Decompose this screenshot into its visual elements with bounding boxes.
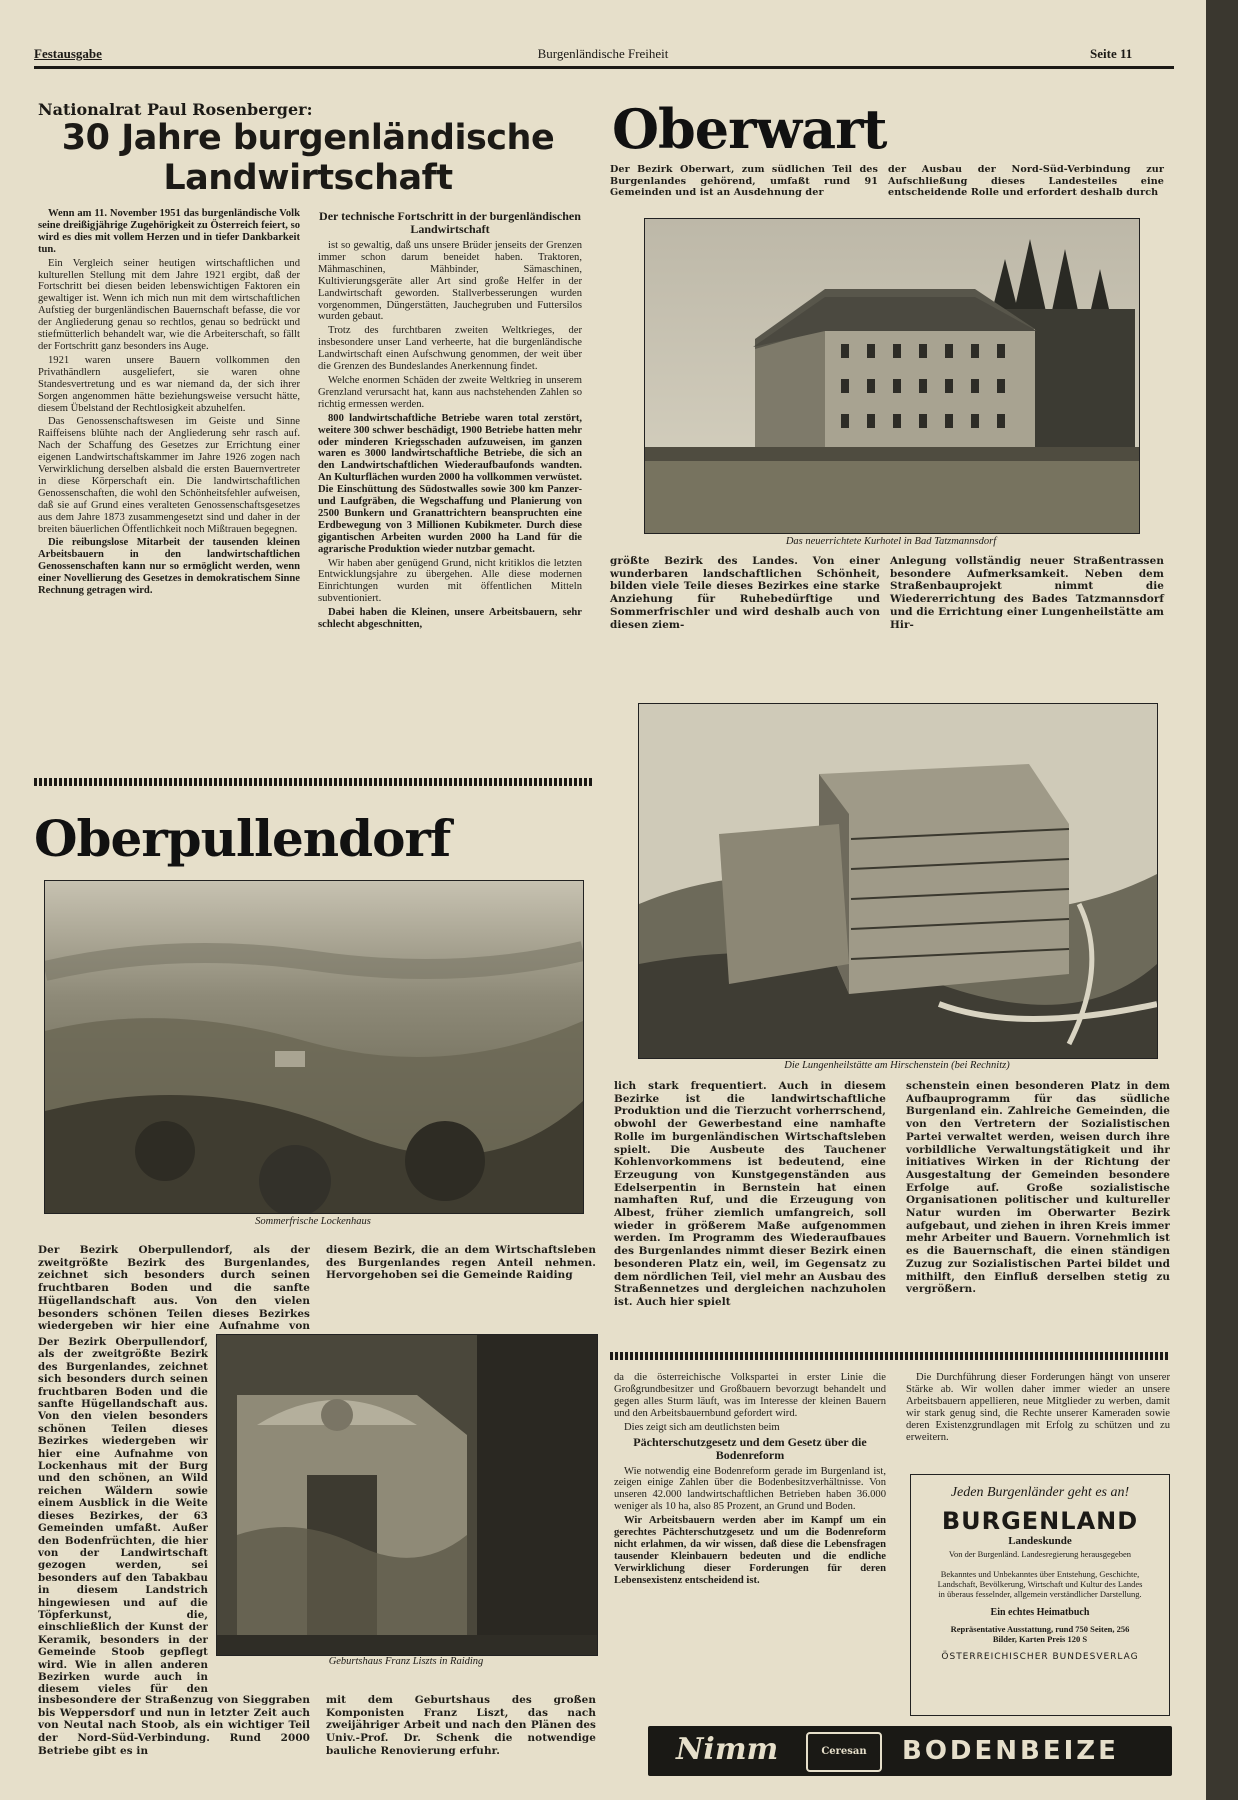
continuation-text: da die österreichische Volkspartei in erster Linie die Großgrundbesitzer und Großbauern bevorzugt behandelt und gegen alles Sturm läuft, was im Interesse der kleinen Bauern und den Arbeitsbauernbund gefordert wird. — [614, 1372, 886, 1419]
article-paragraph: Wir haben aber genügend Grund, nicht kritiklos die letzten Entwicklungsjahre zu übergehen. Alle diese modernen Einrichtungen wurden mit öffentlichen Mitteln subventioniert. — [318, 557, 582, 605]
oberpullendorf-intro — [38, 1244, 310, 1332]
photo-kurhotel — [644, 218, 1140, 534]
ad-bodenbeize-left: Nimm — [676, 1732, 779, 1767]
article-paragraph: Wenn am 11. November 1951 das burgenländische Volk seine dreißigjährige Zugehörigkeit zu Österreich feiert, so wird es dies mit vollem Herzen und in tiefer Dankbarkeit tun. — [38, 208, 300, 255]
article-title-line1: 30 Jahre burgenländische — [61, 118, 555, 158]
photo-lungenheilstaette — [638, 703, 1158, 1059]
photo-liszt-caption: Geburtshaus Franz Liszts in Raiding — [328, 1656, 484, 1667]
continuation-column-2 — [906, 1372, 1170, 1468]
article-paragraph: 1921 waren unsere Bauern vollkommen den Privathändlern ausgeliefert, sie waren ohne Standesvertretung und es war niemand da, der sich ihrer Sorgen angenommen hätte beziehungsweise versucht hätte, diesem Übelstand der Rechtlosigkeit abzuhelfen. — [38, 354, 300, 414]
article-paragraph: Trotz des furchtbaren zweiten Weltkrieges, der insbesondere unser Land verheerte, hat die burgenländische Landwirtschaft einen Aufschwung genommen, der weit über die Grenzen des Bundeslandes Anerkennung findet. — [318, 325, 582, 373]
ad-title: BURGENLAND — [941, 1507, 1139, 1535]
photo-lungenheilstaette-image — [639, 704, 1157, 1058]
ad-subtitle: Landeskunde — [1008, 1535, 1072, 1547]
page-number: Seite 11 — [1090, 46, 1133, 61]
ad-bodenbeize-right: BODENBEIZE — [902, 1736, 1119, 1766]
article-title — [38, 118, 578, 198]
article-paragraph: Die reibungslose Mitarbeit der tausenden kleinen Arbeitsbauern in den landwirtschaftlichen Genossenschaften kann nur so ermöglicht werden, wenn einer Novellierung des Gesetzes in demokratischem Sinne Rechnung getragen wird. — [38, 537, 300, 597]
photo-liszt-geburtshaus — [216, 1334, 598, 1656]
ad-tagline: Jeden Burgenländer geht es an! — [950, 1485, 1130, 1500]
ad-footer: ÖSTERREICHISCHER BUNDESVERLAG — [941, 1652, 1139, 1662]
oberwart-text-1: größte Bezirk des Landes. Von einer wunderbaren landschaftlichen Schönheit, bilden viele Teile dieses Bezirkes eine starke Anziehung für Ruhebedürftige und Sommerfrischler und wird deshalb auch von diesen ziem- — [610, 555, 880, 631]
oberwart-text-3: lich stark frequentiert. Auch in diesem Bezirke ist die landwirtschaftliche Produktion und die Tierzucht vorherrschend, obwohl der Gewerbestand eine namhafte Rolle im burgenländischen Wirtschaftsleben spielt. Die Ausbeute des Tauchener Kohlenvorkommens ist bedeutend, eine Erzeugung von Kunstgegenständen aus Edelserpentin in Bernstein hat einen namhaften Ruf, und die Erzeugung von Albest, früher ziemlich umfangreich, soll wieder in größerem Maße aufgenommen werden. Im Programm des Wiederaufbaues des Burgenlandes nimmt dieser Bezirk einen besonderen Platz ein, weil, im Gegensatz zu dem nördlichen Teil, viel mehr an Ausbau des Straßennetzes und dergleichen nachzuholen ist. Auch hier spielt — [614, 1080, 886, 1308]
section-divider — [34, 778, 594, 786]
continuation-text: Dies zeigt sich am deutlichsten beim — [624, 1421, 780, 1433]
article-column-1 — [38, 208, 300, 768]
photo-lockenhaus — [44, 880, 584, 1214]
oberpullendorf-text-narrow — [38, 1336, 208, 1696]
article-paragraph: Ein Vergleich seiner heutigen wirtschaftlichen und kulturellen Stellung mit dem Jahre 1921 ergibt, daß der Fortschritt bei diesen beiden lebenswichtigen Faktoren ein gewaltiger ist. Wenn ich mich nun mit dem wirtschaftlichen Aufstieg der burgenländischen Bauernschaft befasse, die vor der Angliederung genau so rechtlos, genau so bedrückt und stiefmütterlich behandelt war, wie die Arbeiterschaft, so fällt der Fortschritt ganz besonders ins Auge. — [38, 257, 300, 352]
article-paragraph: Das Genossenschaftswesen im Geiste und Sinne Raiffeisens blühte nach der Angliederung sehr rasch auf. Nach der Schaffung des Gesetzes zur Errichtung einer eigenen Landwirtschaftskammer im Jahre 1926 zogen nach Verwirklichung derselben alsbald die ersten Bauernvertreter in diese Körperschaft ein. Die landwirtschaftlichen Genossenschaften, die wohl den Schönheitsfehler aufweisen, daß sie auf Grund eines veralteten Genossenschaftsgesetzes aus dem Jahre 1873 zusammengesetzt sind und daher in der breiten bäuerlichen Öffentlichkeit noch Mißtrauen begegnen. — [38, 416, 300, 535]
continuation-column-1 — [614, 1372, 886, 1712]
article-paragraph: Welche enormen Schäden der zweite Weltkrieg in unserem Grenzland verursacht hat, kann aus nachstehenden Zahlen so richtig ermessen werden. — [318, 374, 582, 410]
continuation-text: Wie notwendig eine Bodenreform gerade im Burgenland ist, zeigen einige Zahlen über die Bodenbesitzverhältnisse. Von unseren 42.000 landwirtschaftlichen Betrieben haben 36.000 weniger als 10 ha, also 85 Prozent, an Grund und Boden. — [614, 1465, 886, 1513]
oberwart-title: Oberwart — [612, 97, 887, 161]
ad-edition: Repräsentative Ausstattung, rund 750 Seiten, 256 Bilder, Karten Preis 120 S — [950, 1624, 1130, 1644]
article-subheading: Der technische Fortschritt in der burgenländischen Landwirtschaft — [319, 209, 581, 236]
continuation-text: Die Durchführung dieser Forderungen hängt von unserer Stärke ab. Wir wollen daher immer wieder an unsere Arbeitsbauern appellieren, neue Mitglieder zu werben, damit wir stark genug sind, die Rechte unserer Kameraden sowie deren Existenzgrundlagen mit Erfolg zu schützen und zu erweitern. — [906, 1372, 1170, 1443]
ad-bodenbeize — [648, 1726, 1172, 1776]
oberwart-text-2: Anlegung vollständig neuer Straßentrassen besondere Aufmerksamkeit. Neben dem Straßenbauprojekt nimmt die Wiedererrichtung des Bades Tatzmannsdorf und die Errichtung einer Lungenheilstätte am Hir- — [890, 555, 1164, 631]
photo-kurhotel-caption: Das neuerrichtete Kurhotel in Bad Tatzmannsdorf — [785, 536, 997, 547]
article-kicker: Nationalrat Paul Rosenberger: — [38, 100, 313, 119]
ad-burgenland — [910, 1474, 1170, 1716]
ceresan-logo: Ceresan — [806, 1732, 882, 1772]
oberpullendorf-text-2: diesem Bezirk, die an dem Wirtschaftsleben des Burgenlandes regen Anteil nehmen. Hervorgehoben sei die Gemeinde Raiding — [326, 1244, 596, 1282]
ad-publisher: Von der Burgenländ. Landesregierung herausgegeben — [948, 1549, 1132, 1559]
oberpullendorf-text-3: insbesondere der Straßenzug von Sieggraben bis Weppersdorf und nun in letzter Zeit auch von Neutal nach Stoob, als ein wichtiger Teil der Nord-Süd-Verbindung. Rund 2000 Betriebe gibt es in — [38, 1694, 310, 1757]
article-paragraph: Dabei haben die Kleinen, unsere Arbeitsbauern, sehr schlecht abgeschnitten, — [318, 607, 582, 631]
ad-description: Bekanntes und Unbekanntes über Entstehung, Geschichte, Landschaft, Bevölkerung, Wirtschaft und Kultur des Landes in überaus fesselnder, allgemein verständlicher Darstellung. — [937, 1569, 1143, 1599]
continuation-text: Wir Arbeitsbauern werden aber im Kampf um ein gerechtes Pächterschutzgesetz und um die Bodenreform nicht erlahmen, da wir wissen, daß diese die Lebensfragen tausender Kleinbauern bedeuten und die endliche Verwirklichung dieser Forderungen für deren Lebensexistenz entscheidend ist. — [614, 1515, 886, 1586]
oberpullendorf-title: Oberpullendorf — [34, 809, 451, 868]
header-rule — [34, 66, 1174, 69]
section-divider — [610, 1352, 1170, 1360]
oberwart-intro-1: Der Bezirk Oberwart, zum südlichen Teil des Burgenlandes gehörend, umfaßt rund 91 Gemeinden und ist an Ausdehnung der — [610, 164, 878, 198]
photo-kurhotel-image — [645, 219, 1139, 533]
article-paragraph: 800 landwirtschaftliche Betriebe waren total zerstört, weitere 300 schwer beschädigt, 1900 Betriebe hatten mehr oder minderen Kriegsschaden aufzuweisen, im ganzen waren es 3000 landwirtschaftliche Betriebe, die sich an den Landwirtschaftlichen Wiederaufbaufonds wandten. An Kulturflächen wurden 2000 ha vollkommen verwüstet. Die Einschüttung des Südostwalles sowie 300 km Panzer- und Laufgräben, die Wegschaffung und Planierung von 2500 Bunkern und Granattrichtern beanspruchten eine Erdbewegung von 3 Millionen Kubikmeter. Durch diese gigantischen Arbeiten wurden 2000 ha Land für die agrarische Produktion wieder nutzbar gemacht. — [318, 412, 582, 555]
article-paragraph: ist so gewaltig, daß uns unsere Brüder jenseits der Grenzen immer schon darum beneidet haben. Traktoren, Mähmaschinen, Mähbinder, Sämaschinen, Kultivierungsgeräte aller Art sind große Helfer in der Landwirtschaft geworden. Stallverbesserungen wurden vorgenommen, Düngerstätten, Jauchegruben und Futtersilos wurden gebaut. — [318, 240, 582, 323]
oberpullendorf-narrow-text: Der Bezirk Oberpullendorf, als der zweitgrößte Bezirk des Burgenlandes, zeichnet sich besonders durch seinen fruchtbaren Boden und die sanfte Hügellandschaft aus. Von den vielen besonders schönen Teilen dieses Bezirkes wiedergeben wir hier eine Aufnahme von Lockenhaus mit der Burg und den schönen, an Wild reichen Wäldern sowie einem Ausblick in die Weite dieses Bezirkes, der 63 Gemeinden umfaßt. Außer den Bodenfrüchten, die hier von der Landwirtschaft gezogen werden, sei besonders auf den Tabakbau in diesem Landstrich hingewiesen und auf die Töpferkunst, die, einschließlich der Kunst der Keramik, besonders in der Gemeinde Stoob gepflegt wird. Wie in allen anderen Bezirken wurde auch in diesem vieles für den — [38, 1336, 208, 1696]
article-title-line2: Landwirtschaft — [163, 158, 453, 198]
oberpullendorf-intro-text: Der Bezirk Oberpullendorf, als der zweitgrößte Bezirk des Burgenlandes, zeichnet sich besonders durch seinen fruchtbaren Boden und die sanfte Hügellandschaft aus. Von den vielen besonders schönen Teilen dieses Bezirkes wiedergeben wir hier eine Aufnahme von — [38, 1244, 310, 1332]
photo-liszt-geburtshaus-image — [217, 1335, 597, 1655]
article-column-2 — [318, 208, 582, 768]
oberpullendorf-text-4: mit dem Geburtshaus des großen Komponisten Franz Liszt, das nach zweijähriger Arbeit und nach den Plänen des Univ.-Prof. Dr. Schenk die notwendige bauliche Renovierung erfuhr. — [326, 1694, 596, 1757]
photo-lungenheilstaette-caption: Die Lungenheilstätte am Hirschenstein (bei Rechnitz) — [784, 1060, 1010, 1071]
continuation-heading: Pächterschutzgesetz und dem Gesetz über die Bodenreform — [633, 1434, 867, 1462]
oberwart-intro-2: der Ausbau der Nord-Süd-Verbindung zur Aufschließung dieses Landesteiles eine entscheidende Rolle und erfordert deshalb durch — [888, 164, 1164, 198]
edition-label: Festausgabe — [34, 46, 102, 61]
newspaper-name: Burgenländische Freiheit — [537, 46, 669, 61]
photo-lockenhaus-caption: Sommerfrische Lockenhaus — [255, 1216, 371, 1227]
photo-lockenhaus-image — [45, 881, 583, 1213]
oberwart-text-4: schenstein einen besonderen Platz in dem Aufbauprogramm für das südliche Burgenland ein. Zahlreiche Gemeinden, die von den Vertretern der Sozialistischen Partei verwaltet werden, weisen durch ihre vorbildliche Verwaltungstätigkeit und ihr initiatives Wirken in der Richtung der Ausgestaltung der Gemeinden besondere Erfolge auf. Große sozialistische Organisationen politischer und kultureller Natur wurden im Oberwarter Bezirk aufgebaut, und ziehen in ihren Kreis immer mehr Arbeiter und Bauern. Vornehmlich ist es die Bauernschaft, die einen ständigen Zuzug zur Sozialistischen Partei bildet und mithilft, den Einfluß derselben stetig zu vergrößern. — [906, 1080, 1170, 1296]
scan-border — [1206, 0, 1238, 1800]
ad-motto: Ein echtes Heimatbuch — [990, 1607, 1090, 1618]
